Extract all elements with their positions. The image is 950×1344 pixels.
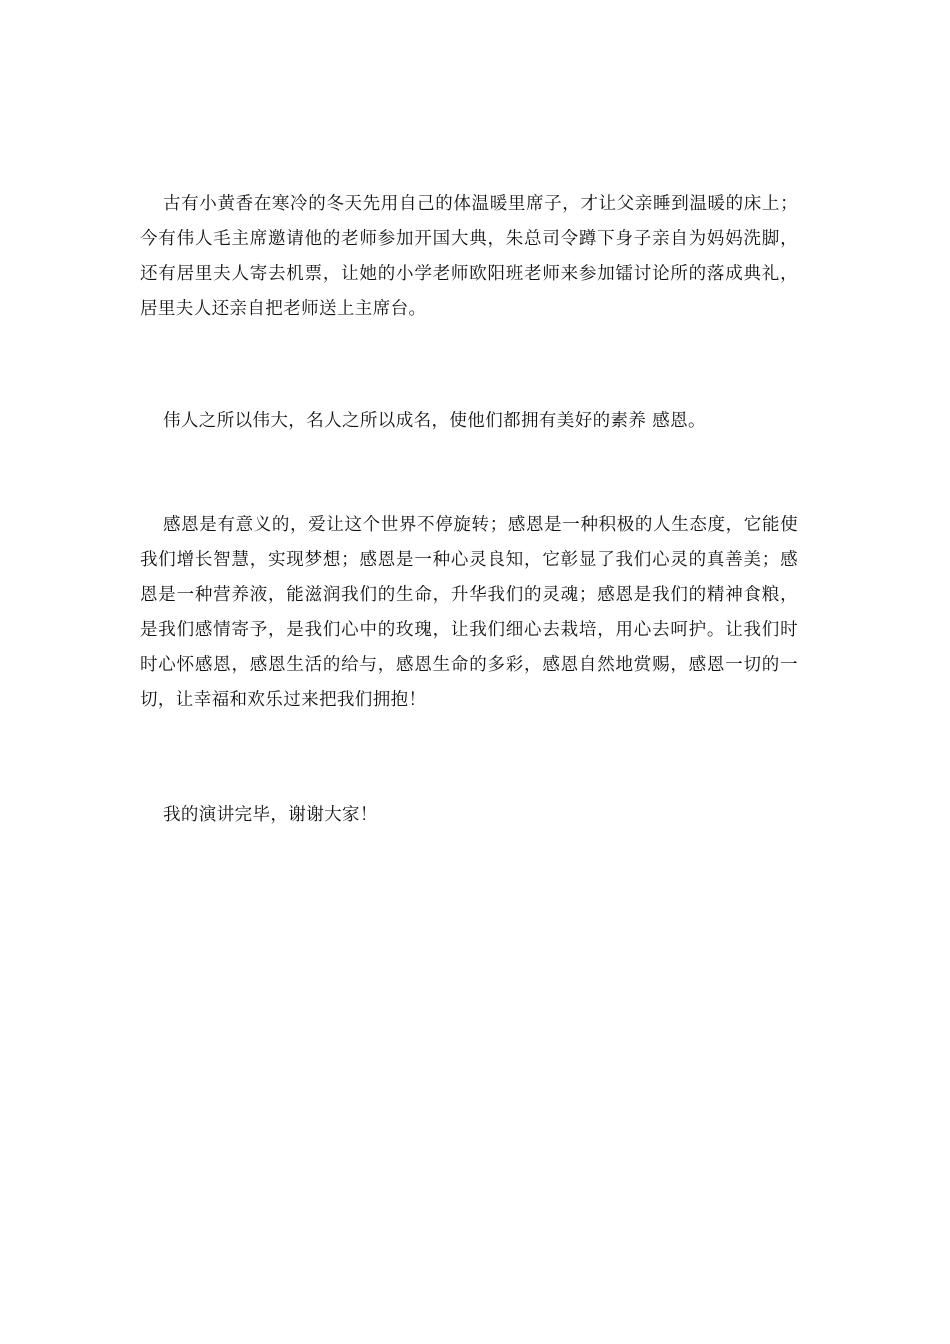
paragraph-meaning-of-gratitude: 感恩是有意义的，爱让这个世界不停旋转；感恩是一种积极的人生态度，它能使我们增长智慧，实现梦想；感恩是一种心灵良知，它彰显了我们心灵的真善美；感恩是一种营养液，能滋润我们的生命，升华我们的灵魂；感恩是我们的精神食粮，是我们感情寄予，是我们心中的玫瑰，让我们细心去栽培，用心去呵护。让我们时时心怀感恩，感恩生活的给与，感恩生命的多彩，感恩自然地赏赐，感恩一切的一切，让幸福和欢乐过来把我们拥抱！	[140, 515, 798, 710]
paragraph-closing: 我的演讲完毕，谢谢大家！	[163, 805, 378, 825]
paragraph-great-people: 伟人之所以伟大，名人之所以成名，使他们都拥有美好的素养 感恩。	[163, 411, 706, 431]
paragraph-historical-examples: 古有小黄香在寒冷的冬天先用自己的体温暖里席子，才让父亲睡到温暖的床上；今有伟人毛主席邀请他的老师参加开国大典，朱总司令蹲下身子亲自为妈妈洗脚，还有居里夫人寄去机票，让她的小学老师欧阳班老师来参加镭讨论所的落成典礼，居里夫人还亲自把老师送上主席台。	[140, 194, 798, 319]
